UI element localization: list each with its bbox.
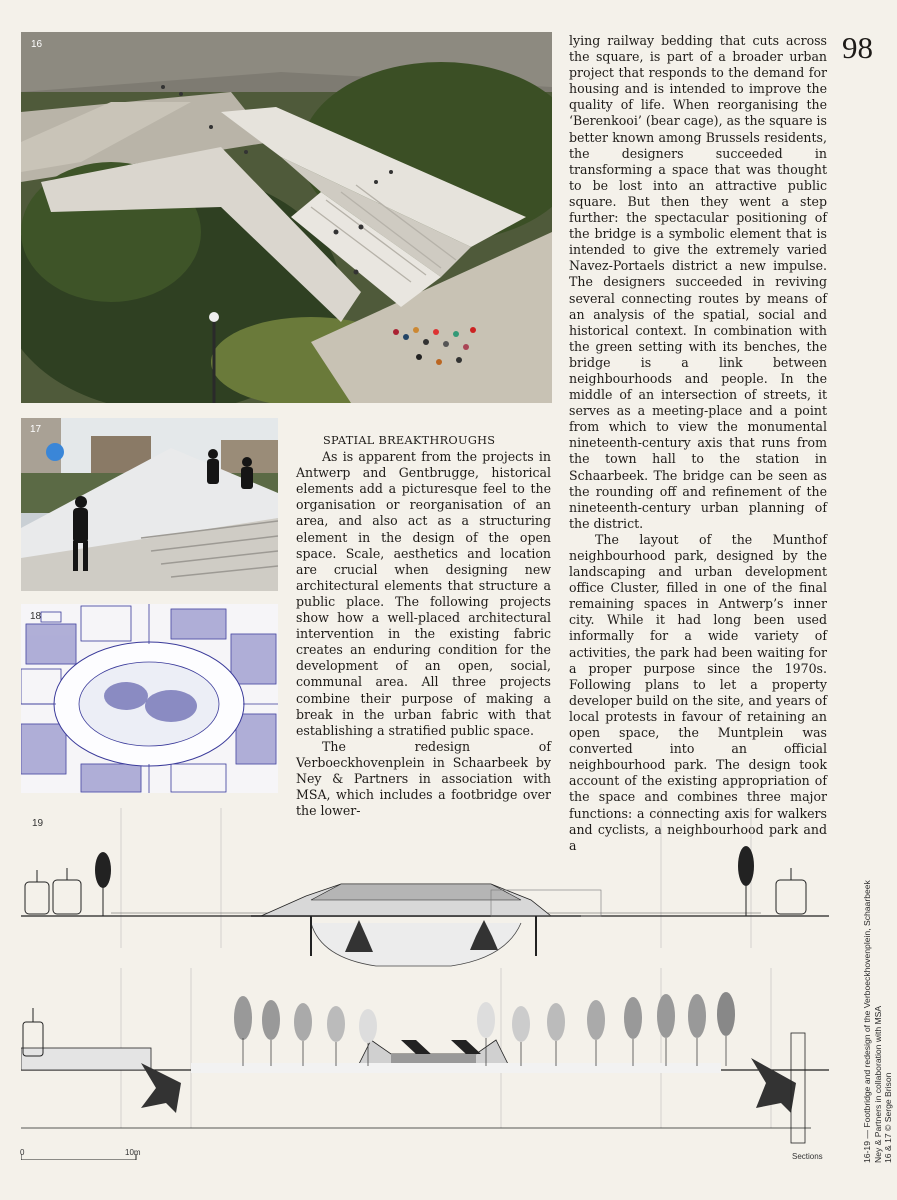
paragraph-verboeckhoven: The redesign of Verboeckhovenplein in Schaarbeek by Ney & Partners in association with MSA, which includes a footbridge over the lower- <box>296 738 551 819</box>
photo-bridge-stairs <box>21 418 278 591</box>
scale-bar-zero: 0 <box>20 1148 25 1157</box>
drawing-square-perspective <box>21 604 278 793</box>
drawing-sections <box>21 808 829 1160</box>
sections-label: Sections <box>792 1152 823 1161</box>
scale-bar-ten-meters: 10m <box>125 1148 141 1157</box>
article-column-right <box>569 33 827 854</box>
caption-line-2: Ney & Partners in collaboration with MSA <box>872 1005 883 1163</box>
caption-line-1: 16-19 — Footbridge and redesign of the Verboeckhovenplein, Schaarbeek <box>862 880 872 1163</box>
figure-number-17: 17 <box>30 424 42 435</box>
page-number: 98 <box>842 30 873 65</box>
caption-line-3: 16 & 17 © Serge Brison <box>883 1072 894 1163</box>
photo-footbridge-aerial <box>21 32 552 403</box>
section-heading: SPATIAL BREAKTHROUGHS <box>323 434 496 447</box>
article-column-middle <box>296 433 551 819</box>
paragraph-munthof: The layout of the Munthof neighbourhood park, designed by the landscaping and urban development office Cluster, filled in one of the final remaining spaces in Antwerp’s inner city. While it had long been used informally for a wide variety of activities, the park had been waiting for a proper purpose since the 1970s. Following plans to let a property developer build on the site, and years of local protests in favour of retaining an open space, the Muntplein was converted into an official neighbourhood park. The design took account of the existing appropriation of the space and combines three major functions: a connecting axis for walkers and cyclists, a neighbourhood park and a <box>569 531 827 853</box>
figure-caption <box>862 743 894 1163</box>
figure-number-19: 19 <box>32 818 44 829</box>
paragraph-intro: As is apparent from the projects in Antwerp and Gentbrugge, historical elements add a picturesque feel to the organisation or reorganisation of an area, and also act as a structuring element in the design of the open space. Scale, aesthetics and location are crucial when designing new architectural elements that structure a public place. The following projects show how a well-placed architectural intervention in the existing fabric creates an enduring condition for the development of an open, social, communal area. All three projects combine their purpose of making a break in the urban fabric with that establishing a stratified public space. <box>296 449 551 738</box>
figure-number-18: 18 <box>30 611 42 622</box>
paragraph-continued: lying railway bedding that cuts across the square, is part of a broader urban project that responds to the demand for housing and is intended to improve the quality of life. When reorganising the ‘Berenkooi’ (bear cage), as the square is better known among Brussels residents, the designers succeeded in transforming a space that was thought to be lost into an attractive public square. But then they went a step further: the spectacular positioning of the bridge is a symbolic element that is intended to give the extremely varied Navez-Portaels district a new impulse. The designers succeeded in reviving several connecting routes by means of an analysis of the spatial, social and historical context. In combination with the green setting with its benches, the bridge is a link between neighbourhoods and people. In the middle of an intersection of streets, it serves as a meeting-place and a point from which to view the monumental nineteenth-century axis that runs from the town hall to the station in Schaarbeek. The bridge can be seen as the rounding off and refinement of the nineteenth-century urban planning of the district. <box>569 33 827 531</box>
figure-number-16: 16 <box>31 39 43 50</box>
